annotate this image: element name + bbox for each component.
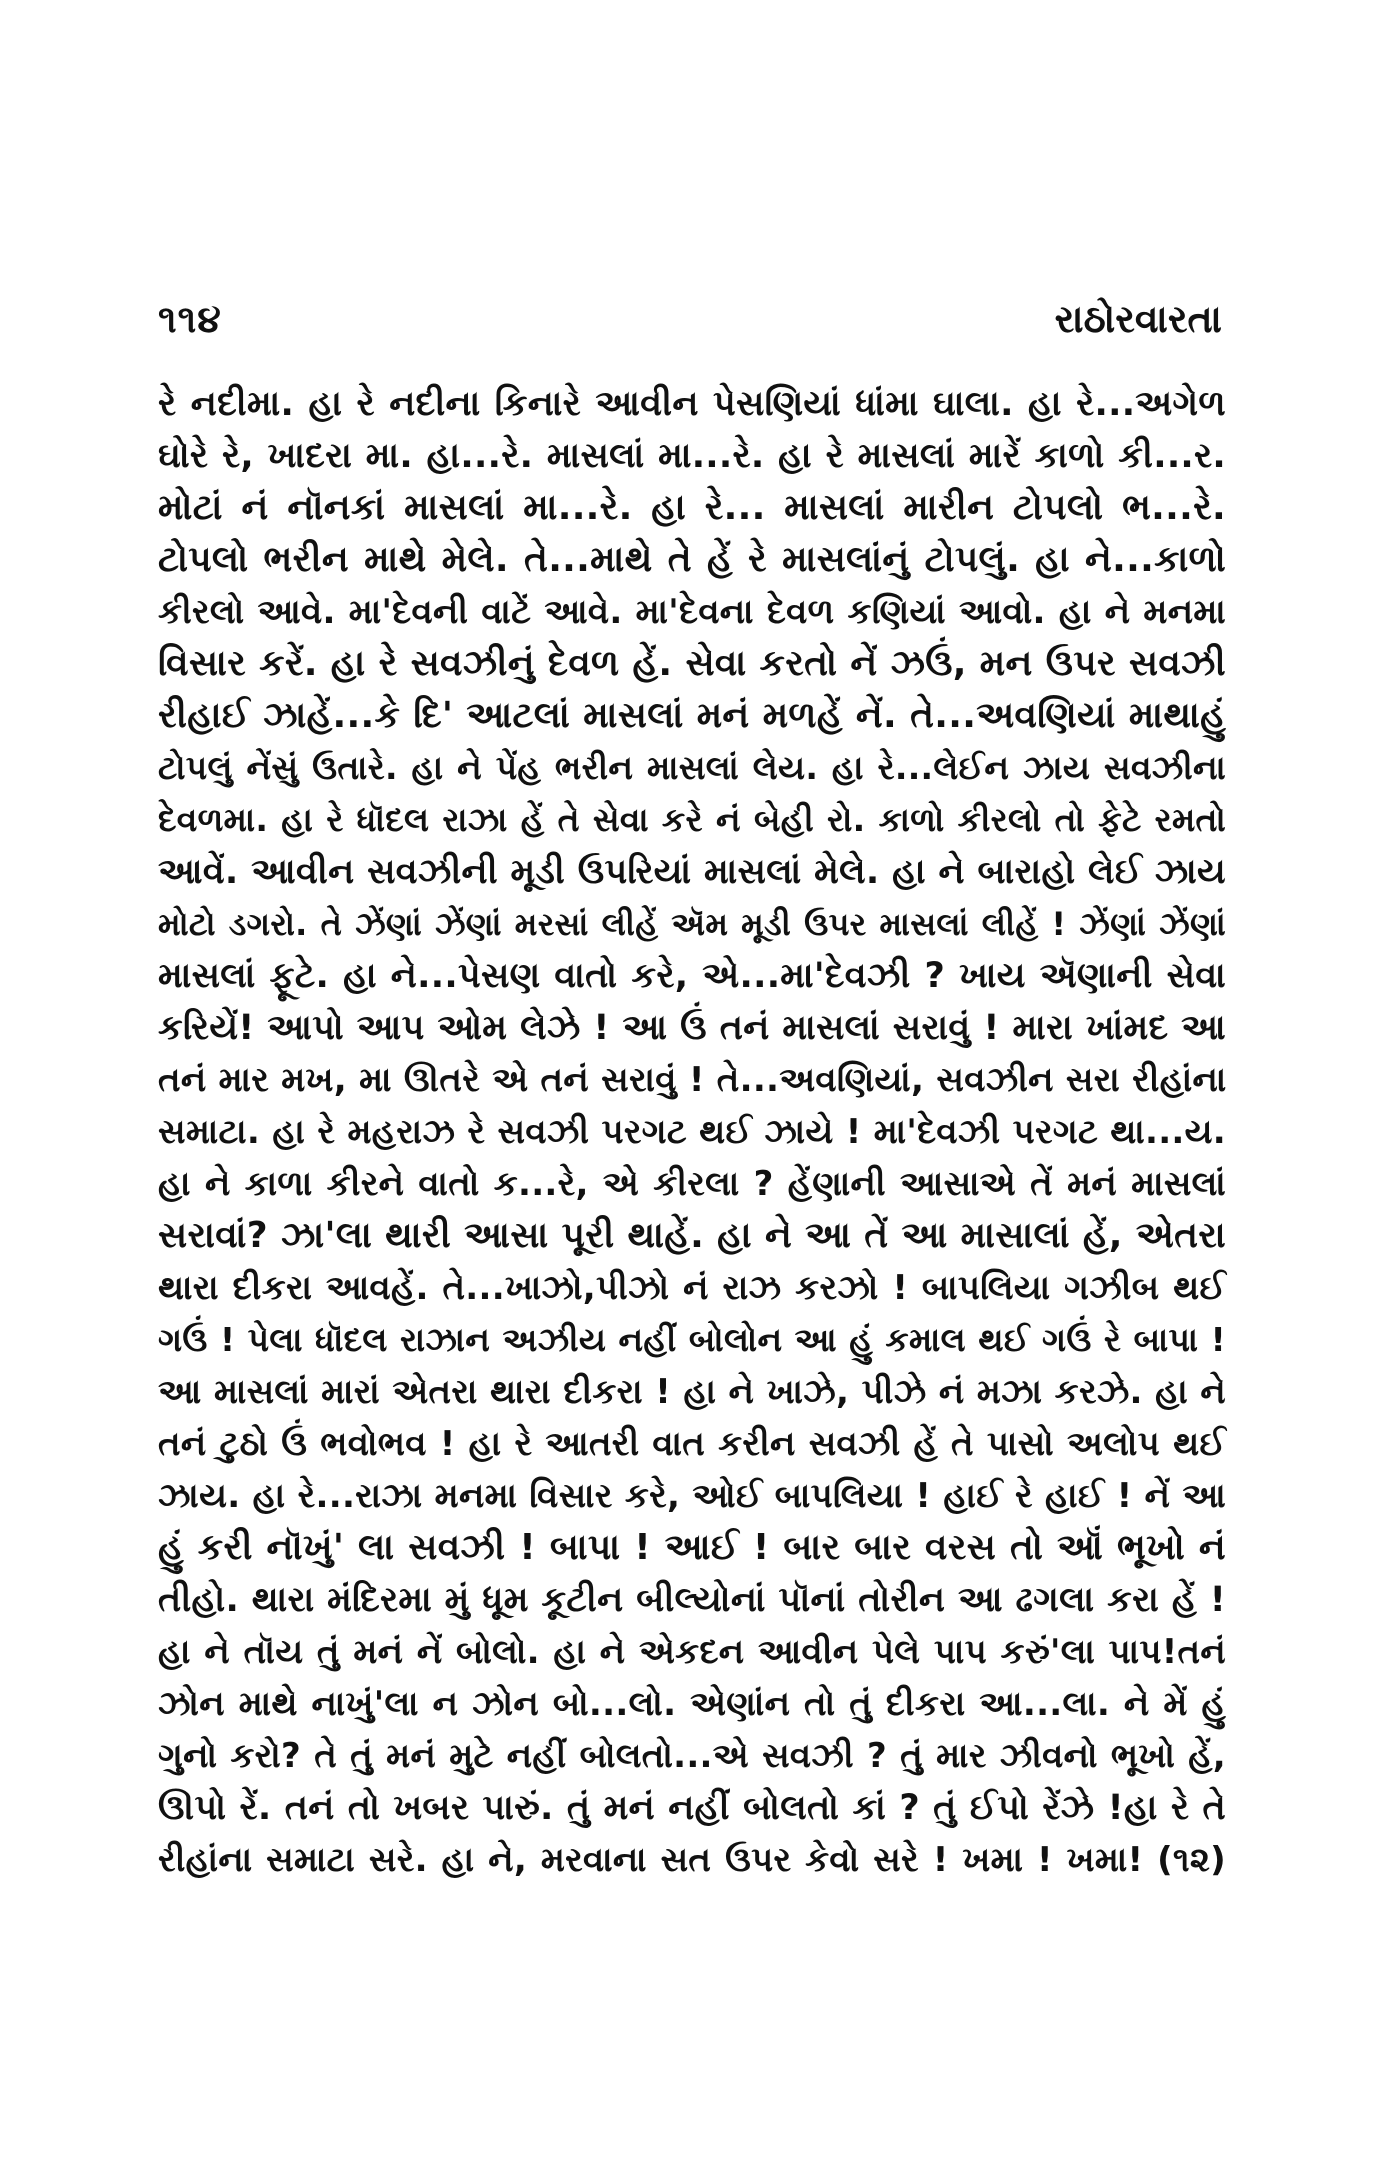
running-title: રાઠોરવારતા	[1054, 297, 1222, 341]
text-line: ઊપો રેં. તનં તો ખબર પારું. તું મનં નહીં બોલતો કાં ? તું ઈપો રેંઝે !હા રે તે	[158, 1788, 1226, 1828]
text-line: સમાટા. હા રે મહરાઝ રે સવઝી પરગટ થઈ ઝાયે ! મા'દેવઝી પરગટ થા...ય.	[158, 1112, 1226, 1152]
text-line: હા ને કાળા કીરને વાતો ક...રે, એ કીરલા ? હેંણાની આસાએ તેં મનં માસલાં	[158, 1164, 1226, 1204]
text-line: તનં માર મખ, મા ઊતરે એ તનં સરાવું ! તે...અવણિયાં, સવઝીન સરા રીહાંના	[158, 1060, 1227, 1100]
text-line: રીહાઈ ઝાહેં...કે દિ' આટલાં માસલાં મનં મળહેં નેં. તે...અવણિયાં માથાહું	[158, 695, 1226, 736]
text-line: આવેં. આવીન સવઝીની મૂડી ઉપરિયાં માસલાં મેલે. હા ને બારાહો લેઈ ઝાય	[158, 852, 1226, 892]
text-line: ઝોન માથે નાખું'લા ન ઝોન બો...લો. એણાંન તો તું દીકરા આ...લા. ને મેં હું	[158, 1684, 1226, 1724]
text-line: મોટો ડગરો. તે ઝેંણાં ઝેંણાં મરસાં લીહેં ઍમ મૂડી ઉપર માસલાં લીહેં ! ઝેંણાં ઝેંણાં	[158, 905, 1226, 943]
text-line: ગઉં ! પેલા ધૉદલ રાઝાન અઝીય નહીં બોલોન આ હું કમાલ થઈ ગઉં રે બાપા !	[158, 1320, 1226, 1359]
text-line: થારા દીકરા આવહેં. તે...ખાઝો,પીઝો નં રાઝ કરઝો ! બાપલિયા ગઝીબ થઈ	[158, 1268, 1226, 1308]
text-line: રે નદીમા. હા રે નદીના કિનારે આવીન પેસણિયાં ધાંમા ઘાલા. હા રે...અગેળ	[158, 384, 1226, 424]
text-line: હું કરી નૉખું' લા સવઝી ! બાપા ! આઈ ! બાર બાર વરસ તો ઑં ભૂખો નં	[158, 1527, 1226, 1568]
text-line: ગુનો કરો? તે તું મનં મુટે નહીં બોલતો...એ સવઝી ? તું માર ઝીવનો ભૂખો હેં,	[158, 1736, 1226, 1776]
text-line: કરિયેં! આપો આપ ઓમ લેઝે ! આ ઉં તનં માસલાં સરાવું ! મારા ખાંમદ આ	[158, 1008, 1226, 1048]
text-line: ઘોરે રે, ખાદરા મા. હા...રે. માસલાં મા...રે. હા રે માસલાં મારેં કાળો કી...ર.	[158, 436, 1226, 476]
text-line: ઝાય. હા રે...રાઝા મનમા વિસાર કરે, ઓઈ બાપલિયા ! હાઈ રે હાઈ ! નેં આ	[158, 1476, 1226, 1516]
text-line: મોટાં નં નૉનકાં માસલાં મા...રે. હા રે... માસલાં મારીન ટોપલો ભ...રે.	[158, 487, 1226, 528]
text-line: રીહાંના સમાટા સરે. હા ને, મરવાના સત ઉપર કેવો સરે ! ખમા ! ખમા! (૧૨)	[158, 1840, 1226, 1880]
text-line: હા ને તૉય તું મનં નેં બોલો. હા ને એકદન આવીન પેલે પાપ કરું'લા પાપ!તનં	[158, 1632, 1226, 1672]
text-line: ટોપલો ભરીન માથે મેલે. તે...માથે તે હેં રે માસલાંનું ટોપલું. હા ને...કાળો	[158, 539, 1226, 580]
text-line: કીરલો આવે. મા'દેવની વાટેં આવે. મા'દેવના દેવળ કણિયાં આવો. હા ને મનમા	[158, 592, 1226, 632]
text-line: સરાવાં? ઝા'લા થારી આસા પૂરી થાહેં. હા ને આ તેં આ માસાલાં હેં, એતરા	[158, 1215, 1226, 1256]
body-text	[158, 378, 1226, 1886]
text-line: તીહો. થારા મંદિરમા મું ધૂમ કૂટીન બીલ્યોનાં પૉનાં તોરીન આ ઢગલા કરા હેં !	[158, 1580, 1226, 1620]
page-number: ૧૧૪	[158, 297, 222, 341]
text-line: માસલાં ફૂટે. હા ને...પેસણ વાતો કરે, એ...મા'દેવઝી ? ખાય ઍણાની સેવા	[158, 956, 1226, 996]
text-line: ટોપલું નેંસું ઉતારે. હા ને પેંહ ભરીન માસલાં લેય. હા રે...લેઈન ઝાય સવઝીના	[158, 748, 1226, 787]
text-line: તનં ટુઠો ઉં ભવોભવ ! હા રે આતરી વાત કરીન સવઝી હેં તે પાસો અલોપ થઈ	[158, 1424, 1226, 1464]
text-line: વિસાર કરેં. હા રે સવઝીનું દેવળ હેં. સેવા કરતો નેં ઝઉં, મન ઉપર સવઝી	[158, 643, 1226, 684]
text-line: દેવળમા. હા રે ધૉદલ રાઝા હેં તે સેવા કરે નં બેહી રો. કાળો કીરલો તો ફેટે રમતો	[158, 800, 1226, 839]
text-line: આ માસલાં મારાં એતરા થારા દીકરા ! હા ને ખાઝે, પીઝે નં મઝા કરઝે. હા ને	[158, 1372, 1226, 1412]
